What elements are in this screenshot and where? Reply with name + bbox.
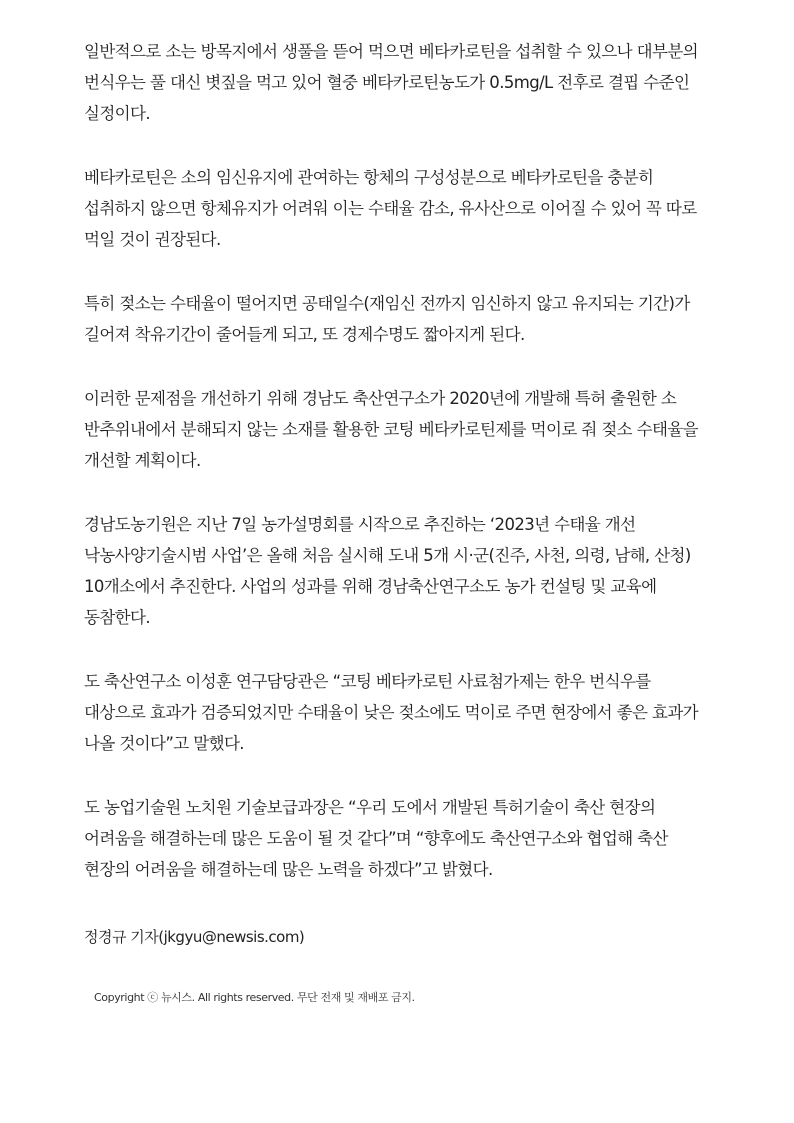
article-paragraph: 일반적으로 소는 방목지에서 생풀을 뜯어 먹으면 베타카로틴을 섭취할 수 있으나 대부분의 번식우는 풀 대신 볏짚을 먹고 있어 혈중 베타카로틴농도가 0.5mg/L 전후로 결핍 수준인 실정이다. [84,42,698,123]
article-paragraph: 도 축산연구소 이성훈 연구담당관은 “코팅 베타카로틴 사료첨가제는 한우 번식우를 대상으로 효과가 검증되었지만 수태율이 낮은 젖소에도 먹이로 주면 현장에서 좋은 효과가 나올 것이다”고 말했다. [84,672,698,753]
article-paragraph: 이러한 문제점을 개선하기 위해 경남도 축산연구소가 2020년에 개발해 특허 출원한 소 반추위내에서 분해되지 않는 소재를 활용한 코팅 베타카로틴제를 먹이로 줘 젖소 수태율을 개선할 계획이다. [84,389,698,470]
copyright-notice: Copyright ⓒ 뉴시스. All rights reserved. 무단 전재 및 재배포 금지. [94,991,415,1004]
article-paragraph: 특히 젖소는 수태율이 떨어지면 공태일수(재임신 전까지 임신하지 않고 유지되는 기간)가 길어져 착유기간이 줄어들게 되고, 또 경제수명도 짧아지게 된다. [84,294,690,344]
article-body [84,36,712,885]
reporter-byline: 정경규 기자(jkgyu@newsis.com) [84,928,305,946]
article-paragraph: 도 농업기술원 노치원 기술보급과장은 “우리 도에서 개발된 특허기술이 축산 현장의 어려움을 해결하는데 많은 도움이 될 것 같다”며 “향후에도 축산연구소와 협업해 축산 현장의 어려움을 해결하는데 많은 노력을 하겠다”고 밝혔다. [84,798,668,879]
article-paragraph: 경남도농기원은 지난 7일 농가설명회를 시작으로 추진하는 ‘2023년 수태율 개선 낙농사양기술시범 사업’은 올해 처음 실시해 도내 5개 시·군(진주, 사천, 의령, 남해, 산청) 10개소에서 추진한다. 사업의 성과를 위해 경남축산연구소도 농가 컨설팅 및 교육에 동참한다. [84,515,691,627]
article-paragraph: 베타카로틴은 소의 임신유지에 관여하는 항체의 구성성분으로 베타카로틴을 충분히 섭취하지 않으면 항체유지가 어려워 이는 수태율 감소, 유사산으로 이어질 수 있어 꼭 따로 먹일 것이 권장된다. [84,168,697,249]
